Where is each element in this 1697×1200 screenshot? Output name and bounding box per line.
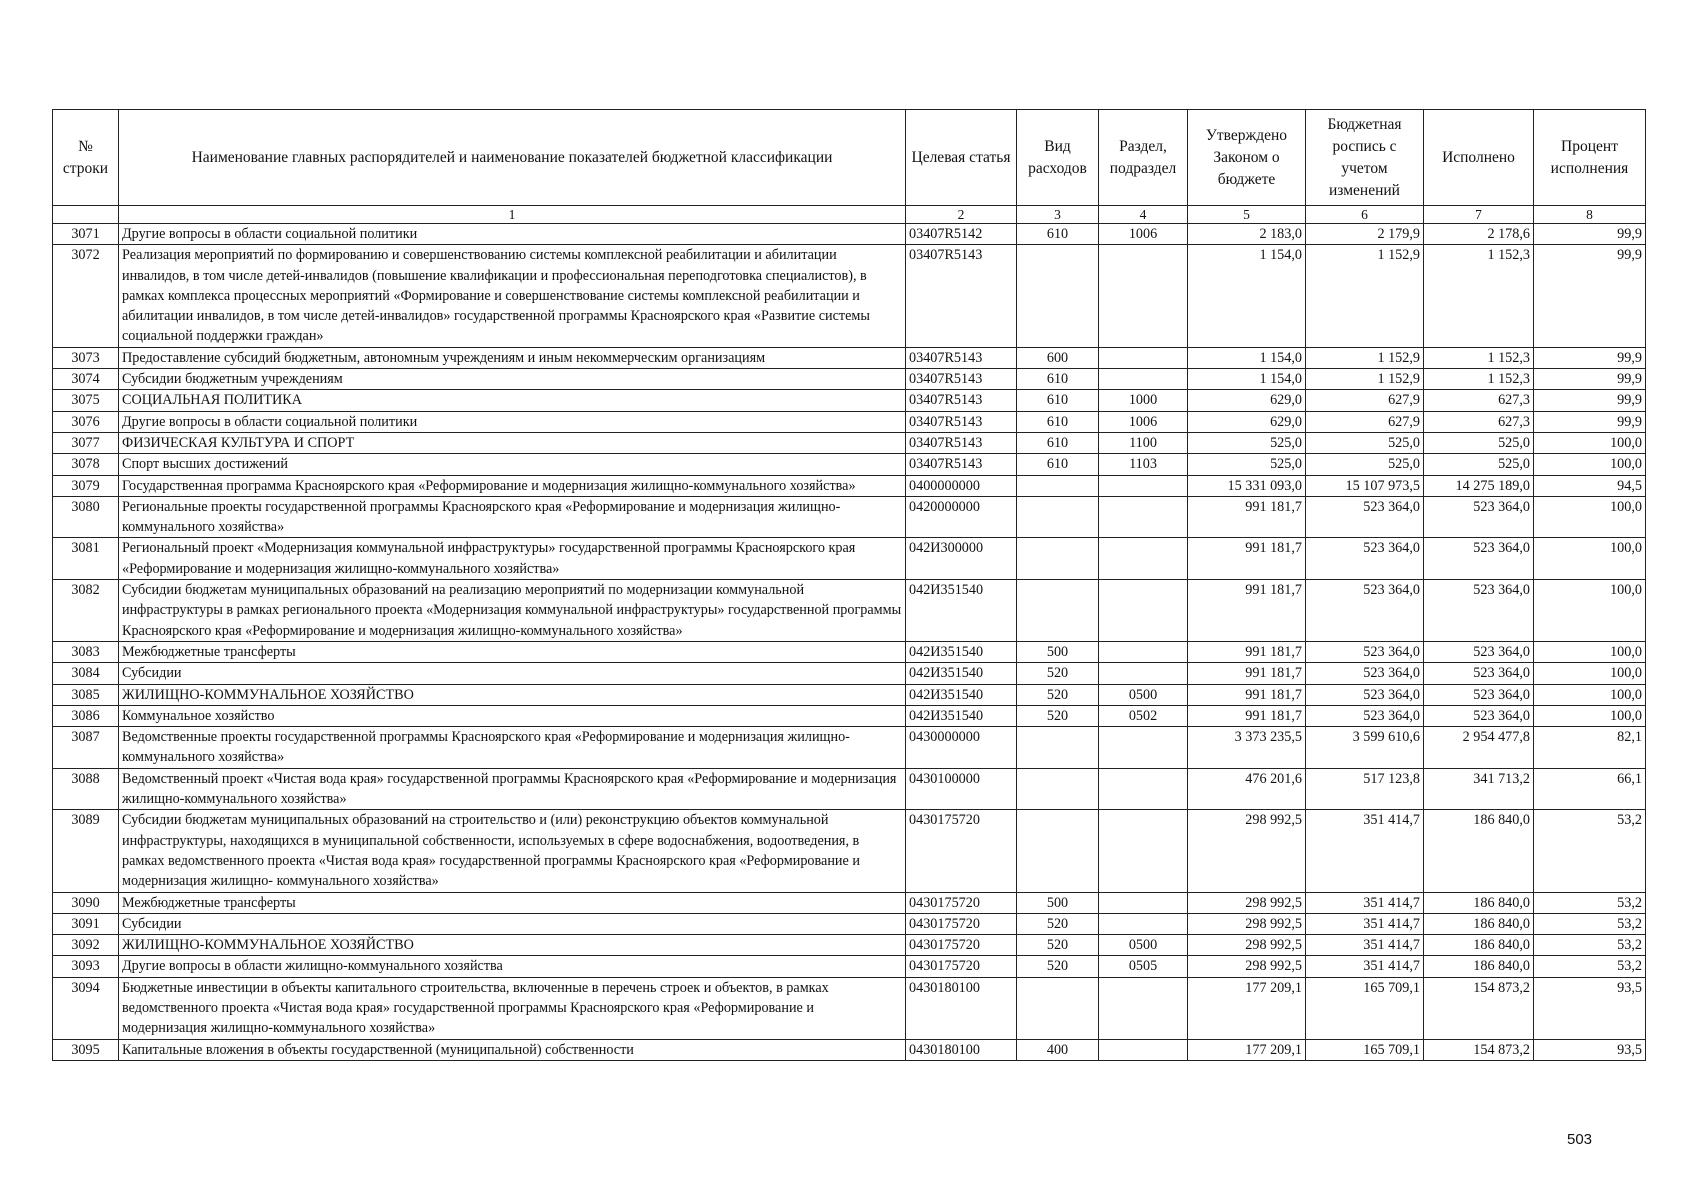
row-code: 0430000000 bbox=[906, 727, 1017, 769]
row-razdel bbox=[1099, 245, 1188, 347]
row-done: 1 152,3 bbox=[1424, 369, 1534, 390]
row-done: 525,0 bbox=[1424, 432, 1534, 453]
row-name: ЖИЛИЩНО-КОММУНАЛЬНОЕ ХОЗЯЙСТВО bbox=[119, 935, 906, 956]
colnum-blank bbox=[53, 206, 119, 224]
row-percent: 99,9 bbox=[1534, 390, 1646, 411]
header-percent: Процент исполнения bbox=[1534, 110, 1646, 206]
row-razdel bbox=[1099, 580, 1188, 642]
row-name: Другие вопросы в области социальной политики bbox=[119, 411, 906, 432]
row-budget: 165 709,1 bbox=[1306, 1039, 1424, 1060]
row-name: Предоставление субсидий бюджетным, автономным учреждениям и иным некоммерческим организациям bbox=[119, 347, 906, 368]
row-name: Субсидии bbox=[119, 663, 906, 684]
row-razdel: 0505 bbox=[1099, 956, 1188, 977]
header-name: Наименование главных распорядителей и наименование показателей бюджетной классификации bbox=[119, 110, 906, 206]
row-name: Реализация мероприятий по формированию и совершенствованию системы комплексной реабилитации и абилитации инвалидов, в том числе детей-инвалидов (повышение квалификации и профессиональная переподготовка специалистов), в рамках комплекса процессных мероприятий «Формирование и совершенствование системы комплексной реабилитации и абилитации инвалидов, в том числе детей-инвалидов» государственной программы Красноярского края «Развитие системы социальной поддержки граждан» bbox=[119, 245, 906, 347]
row-name: Субсидии bbox=[119, 913, 906, 934]
row-razdel bbox=[1099, 810, 1188, 892]
row-code: 0420000000 bbox=[906, 496, 1017, 538]
table-row bbox=[53, 245, 1646, 347]
table-row bbox=[53, 475, 1646, 496]
row-percent: 99,9 bbox=[1534, 224, 1646, 245]
row-percent: 82,1 bbox=[1534, 727, 1646, 769]
row-approved: 991 181,7 bbox=[1188, 684, 1306, 705]
row-name: Региональный проект «Модернизация коммунальной инфраструктуры» государственной программы Красноярского края «Реформирование и модернизация жилищно-коммунального хозяйства» bbox=[119, 538, 906, 580]
row-razdel: 1006 bbox=[1099, 411, 1188, 432]
row-approved: 2 183,0 bbox=[1188, 224, 1306, 245]
row-vid: 610 bbox=[1017, 224, 1099, 245]
row-razdel: 0500 bbox=[1099, 935, 1188, 956]
row-code: 03407R5143 bbox=[906, 432, 1017, 453]
table-row bbox=[53, 224, 1646, 245]
row-razdel bbox=[1099, 892, 1188, 913]
row-code: 0400000000 bbox=[906, 475, 1017, 496]
row-vid: 500 bbox=[1017, 892, 1099, 913]
table-row bbox=[53, 705, 1646, 726]
row-number: 3088 bbox=[53, 768, 119, 810]
row-number: 3082 bbox=[53, 580, 119, 642]
row-budget: 627,9 bbox=[1306, 390, 1424, 411]
row-number: 3093 bbox=[53, 956, 119, 977]
row-percent: 100,0 bbox=[1534, 705, 1646, 726]
row-vid bbox=[1017, 810, 1099, 892]
row-budget: 351 414,7 bbox=[1306, 892, 1424, 913]
row-vid: 400 bbox=[1017, 1039, 1099, 1060]
row-name: ФИЗИЧЕСКАЯ КУЛЬТУРА И СПОРТ bbox=[119, 432, 906, 453]
header-code: Целевая статья bbox=[906, 110, 1017, 206]
row-approved: 991 181,7 bbox=[1188, 580, 1306, 642]
row-percent: 100,0 bbox=[1534, 663, 1646, 684]
row-name: Региональные проекты государственной программы Красноярского края «Реформирование и модернизация жилищно-коммунального хозяйства» bbox=[119, 496, 906, 538]
row-budget: 351 414,7 bbox=[1306, 810, 1424, 892]
row-code: 0430180100 bbox=[906, 1039, 1017, 1060]
row-approved: 177 209,1 bbox=[1188, 977, 1306, 1039]
row-number: 3078 bbox=[53, 454, 119, 475]
row-percent: 53,2 bbox=[1534, 810, 1646, 892]
row-name: Межбюджетные трансферты bbox=[119, 892, 906, 913]
table-row bbox=[53, 347, 1646, 368]
row-razdel bbox=[1099, 727, 1188, 769]
row-razdel bbox=[1099, 913, 1188, 934]
row-approved: 991 181,7 bbox=[1188, 663, 1306, 684]
table-row bbox=[53, 892, 1646, 913]
header-vid: Вид расходов bbox=[1017, 110, 1099, 206]
row-approved: 525,0 bbox=[1188, 454, 1306, 475]
row-done: 627,3 bbox=[1424, 390, 1534, 411]
row-done: 186 840,0 bbox=[1424, 935, 1534, 956]
row-name: Коммунальное хозяйство bbox=[119, 705, 906, 726]
row-approved: 991 181,7 bbox=[1188, 705, 1306, 726]
table-row bbox=[53, 727, 1646, 769]
row-number: 3071 bbox=[53, 224, 119, 245]
column-number-row bbox=[53, 206, 1646, 224]
row-razdel: 1006 bbox=[1099, 224, 1188, 245]
row-vid: 500 bbox=[1017, 641, 1099, 662]
row-approved: 298 992,5 bbox=[1188, 892, 1306, 913]
row-done: 341 713,2 bbox=[1424, 768, 1534, 810]
row-budget: 523 364,0 bbox=[1306, 580, 1424, 642]
row-percent: 100,0 bbox=[1534, 496, 1646, 538]
row-done: 523 364,0 bbox=[1424, 684, 1534, 705]
row-number: 3080 bbox=[53, 496, 119, 538]
row-done: 523 364,0 bbox=[1424, 580, 1534, 642]
row-code: 042И351540 bbox=[906, 580, 1017, 642]
row-approved: 1 154,0 bbox=[1188, 347, 1306, 368]
row-budget: 517 123,8 bbox=[1306, 768, 1424, 810]
row-vid: 520 bbox=[1017, 684, 1099, 705]
row-percent: 99,9 bbox=[1534, 411, 1646, 432]
row-name: Другие вопросы в области жилищно-коммунального хозяйства bbox=[119, 956, 906, 977]
page-number: 503 bbox=[1567, 1131, 1593, 1148]
row-done: 186 840,0 bbox=[1424, 810, 1534, 892]
row-percent: 100,0 bbox=[1534, 580, 1646, 642]
row-percent: 93,5 bbox=[1534, 1039, 1646, 1060]
row-approved: 1 154,0 bbox=[1188, 369, 1306, 390]
row-budget: 351 414,7 bbox=[1306, 956, 1424, 977]
row-budget: 523 364,0 bbox=[1306, 663, 1424, 684]
row-budget: 523 364,0 bbox=[1306, 684, 1424, 705]
row-name: Спорт высших достижений bbox=[119, 454, 906, 475]
row-vid: 520 bbox=[1017, 705, 1099, 726]
row-vid: 610 bbox=[1017, 369, 1099, 390]
row-done: 2 178,6 bbox=[1424, 224, 1534, 245]
table-row bbox=[53, 768, 1646, 810]
header-no: № строки bbox=[53, 110, 119, 206]
row-done: 525,0 bbox=[1424, 454, 1534, 475]
row-budget: 351 414,7 bbox=[1306, 935, 1424, 956]
row-approved: 629,0 bbox=[1188, 411, 1306, 432]
colnum-6: 6 bbox=[1306, 206, 1424, 224]
row-done: 523 364,0 bbox=[1424, 496, 1534, 538]
row-name: Капитальные вложения в объекты государственной (муниципальной) собственности bbox=[119, 1039, 906, 1060]
row-vid: 520 bbox=[1017, 935, 1099, 956]
row-number: 3079 bbox=[53, 475, 119, 496]
row-done: 523 364,0 bbox=[1424, 663, 1534, 684]
table-row bbox=[53, 810, 1646, 892]
row-name: Другие вопросы в области социальной политики bbox=[119, 224, 906, 245]
row-code: 042И351540 bbox=[906, 684, 1017, 705]
row-done: 523 364,0 bbox=[1424, 538, 1534, 580]
row-approved: 991 181,7 bbox=[1188, 496, 1306, 538]
row-percent: 100,0 bbox=[1534, 454, 1646, 475]
row-razdel bbox=[1099, 496, 1188, 538]
row-name: Субсидии бюджетам муниципальных образований на реализацию мероприятий по модернизации коммунальной инфраструктуры в рамках регионального проекта «Модернизация коммунальной инфраструктуры» государственной программы Красноярского края «Реформирование и модернизация жилищно-коммунального хозяйства» bbox=[119, 580, 906, 642]
header-razdel: Раздел, подраздел bbox=[1099, 110, 1188, 206]
row-vid: 600 bbox=[1017, 347, 1099, 368]
row-number: 3073 bbox=[53, 347, 119, 368]
row-vid bbox=[1017, 977, 1099, 1039]
colnum-2: 2 bbox=[906, 206, 1017, 224]
row-name: Субсидии бюджетам муниципальных образований на строительство и (или) реконструкцию объектов коммунальной инфраструктуры, находящихся в муниципальной собственности, используемых в сфере водоснабжения, водоотведения, в рамках ведомственного проекта «Чистая вода края» государственной программы Красноярского края «Реформирование и модернизация жилищно- коммунального хозяйства» bbox=[119, 810, 906, 892]
row-vid: 520 bbox=[1017, 913, 1099, 934]
colnum-1: 1 bbox=[119, 206, 906, 224]
table-row bbox=[53, 432, 1646, 453]
table-row bbox=[53, 663, 1646, 684]
row-budget: 525,0 bbox=[1306, 454, 1424, 475]
row-vid bbox=[1017, 580, 1099, 642]
row-approved: 298 992,5 bbox=[1188, 935, 1306, 956]
row-code: 042И351540 bbox=[906, 663, 1017, 684]
row-vid bbox=[1017, 727, 1099, 769]
row-razdel bbox=[1099, 768, 1188, 810]
row-percent: 100,0 bbox=[1534, 641, 1646, 662]
row-razdel: 0500 bbox=[1099, 684, 1188, 705]
table-row bbox=[53, 411, 1646, 432]
row-code: 03407R5143 bbox=[906, 454, 1017, 475]
row-razdel bbox=[1099, 977, 1188, 1039]
row-done: 523 364,0 bbox=[1424, 641, 1534, 662]
table-row bbox=[53, 538, 1646, 580]
row-number: 3084 bbox=[53, 663, 119, 684]
row-done: 186 840,0 bbox=[1424, 892, 1534, 913]
row-budget: 1 152,9 bbox=[1306, 369, 1424, 390]
row-razdel bbox=[1099, 663, 1188, 684]
table-body bbox=[53, 224, 1646, 1061]
table-row bbox=[53, 641, 1646, 662]
row-done: 627,3 bbox=[1424, 411, 1534, 432]
table-row bbox=[53, 390, 1646, 411]
row-budget: 627,9 bbox=[1306, 411, 1424, 432]
row-budget: 523 364,0 bbox=[1306, 705, 1424, 726]
row-number: 3075 bbox=[53, 390, 119, 411]
row-vid bbox=[1017, 538, 1099, 580]
row-done: 186 840,0 bbox=[1424, 913, 1534, 934]
row-code: 0430175720 bbox=[906, 935, 1017, 956]
colnum-7: 7 bbox=[1424, 206, 1534, 224]
row-percent: 100,0 bbox=[1534, 432, 1646, 453]
row-number: 3087 bbox=[53, 727, 119, 769]
row-percent: 53,2 bbox=[1534, 892, 1646, 913]
row-done: 154 873,2 bbox=[1424, 977, 1534, 1039]
row-name: Субсидии бюджетным учреждениям bbox=[119, 369, 906, 390]
row-number: 3077 bbox=[53, 432, 119, 453]
row-budget: 1 152,9 bbox=[1306, 245, 1424, 347]
row-number: 3092 bbox=[53, 935, 119, 956]
row-percent: 100,0 bbox=[1534, 684, 1646, 705]
header-row bbox=[53, 110, 1646, 206]
row-percent: 94,5 bbox=[1534, 475, 1646, 496]
row-razdel bbox=[1099, 641, 1188, 662]
colnum-8: 8 bbox=[1534, 206, 1646, 224]
row-approved: 476 201,6 bbox=[1188, 768, 1306, 810]
row-number: 3090 bbox=[53, 892, 119, 913]
row-number: 3089 bbox=[53, 810, 119, 892]
row-number: 3076 bbox=[53, 411, 119, 432]
row-vid: 610 bbox=[1017, 432, 1099, 453]
row-vid: 520 bbox=[1017, 663, 1099, 684]
row-razdel: 0502 bbox=[1099, 705, 1188, 726]
table-row bbox=[53, 935, 1646, 956]
colnum-5: 5 bbox=[1188, 206, 1306, 224]
row-number: 3072 bbox=[53, 245, 119, 347]
table-row bbox=[53, 956, 1646, 977]
row-percent: 53,2 bbox=[1534, 935, 1646, 956]
row-percent: 99,9 bbox=[1534, 369, 1646, 390]
row-approved: 298 992,5 bbox=[1188, 913, 1306, 934]
row-code: 03407R5142 bbox=[906, 224, 1017, 245]
row-vid bbox=[1017, 475, 1099, 496]
row-approved: 177 209,1 bbox=[1188, 1039, 1306, 1060]
row-code: 0430100000 bbox=[906, 768, 1017, 810]
table-row bbox=[53, 913, 1646, 934]
header-budget: Бюджетная роспись с учетом изменений bbox=[1306, 110, 1424, 206]
row-code: 042И300000 bbox=[906, 538, 1017, 580]
row-budget: 523 364,0 bbox=[1306, 538, 1424, 580]
row-razdel bbox=[1099, 538, 1188, 580]
header-done: Исполнено bbox=[1424, 110, 1534, 206]
row-approved: 629,0 bbox=[1188, 390, 1306, 411]
row-vid bbox=[1017, 245, 1099, 347]
row-code: 0430175720 bbox=[906, 810, 1017, 892]
row-name: Межбюджетные трансферты bbox=[119, 641, 906, 662]
row-done: 186 840,0 bbox=[1424, 956, 1534, 977]
row-razdel bbox=[1099, 369, 1188, 390]
row-name: Ведомственные проекты государственной программы Красноярского края «Реформирование и модернизация жилищно-коммунального хозяйства» bbox=[119, 727, 906, 769]
row-budget: 525,0 bbox=[1306, 432, 1424, 453]
row-number: 3094 bbox=[53, 977, 119, 1039]
row-vid: 610 bbox=[1017, 454, 1099, 475]
row-name: Ведомственный проект «Чистая вода края» государственной программы Красноярского края «Реформирование и модернизация жилищно-коммунального хозяйства» bbox=[119, 768, 906, 810]
row-code: 03407R5143 bbox=[906, 411, 1017, 432]
row-number: 3086 bbox=[53, 705, 119, 726]
row-name: ЖИЛИЩНО-КОММУНАЛЬНОЕ ХОЗЯЙСТВО bbox=[119, 684, 906, 705]
table-row bbox=[53, 454, 1646, 475]
row-code: 0430175720 bbox=[906, 956, 1017, 977]
row-code: 03407R5143 bbox=[906, 390, 1017, 411]
row-razdel: 1100 bbox=[1099, 432, 1188, 453]
colnum-4: 4 bbox=[1099, 206, 1188, 224]
header-approved: Утверждено Законом о бюджете bbox=[1188, 110, 1306, 206]
row-percent: 53,2 bbox=[1534, 913, 1646, 934]
row-number: 3074 bbox=[53, 369, 119, 390]
row-approved: 3 373 235,5 bbox=[1188, 727, 1306, 769]
table-row bbox=[53, 369, 1646, 390]
row-number: 3081 bbox=[53, 538, 119, 580]
table-row bbox=[53, 1039, 1646, 1060]
row-name: Государственная программа Красноярского края «Реформирование и модернизация жилищно-коммунального хозяйства» bbox=[119, 475, 906, 496]
row-vid bbox=[1017, 496, 1099, 538]
row-razdel bbox=[1099, 1039, 1188, 1060]
row-percent: 100,0 bbox=[1534, 538, 1646, 580]
row-code: 042И351540 bbox=[906, 705, 1017, 726]
row-percent: 66,1 bbox=[1534, 768, 1646, 810]
colnum-3: 3 bbox=[1017, 206, 1099, 224]
row-code: 0430175720 bbox=[906, 913, 1017, 934]
row-number: 3085 bbox=[53, 684, 119, 705]
row-number: 3091 bbox=[53, 913, 119, 934]
row-code: 0430180100 bbox=[906, 977, 1017, 1039]
row-done: 1 152,3 bbox=[1424, 245, 1534, 347]
row-done: 523 364,0 bbox=[1424, 705, 1534, 726]
row-approved: 991 181,7 bbox=[1188, 641, 1306, 662]
row-code: 03407R5143 bbox=[906, 369, 1017, 390]
row-approved: 298 992,5 bbox=[1188, 810, 1306, 892]
row-budget: 15 107 973,5 bbox=[1306, 475, 1424, 496]
row-budget: 165 709,1 bbox=[1306, 977, 1424, 1039]
row-done: 154 873,2 bbox=[1424, 1039, 1534, 1060]
row-done: 14 275 189,0 bbox=[1424, 475, 1534, 496]
row-approved: 15 331 093,0 bbox=[1188, 475, 1306, 496]
budget-table bbox=[52, 109, 1646, 1061]
row-vid bbox=[1017, 768, 1099, 810]
row-razdel bbox=[1099, 347, 1188, 368]
row-done: 1 152,3 bbox=[1424, 347, 1534, 368]
row-code: 042И351540 bbox=[906, 641, 1017, 662]
row-percent: 99,9 bbox=[1534, 347, 1646, 368]
row-approved: 991 181,7 bbox=[1188, 538, 1306, 580]
row-razdel bbox=[1099, 475, 1188, 496]
row-number: 3083 bbox=[53, 641, 119, 662]
table-row bbox=[53, 580, 1646, 642]
table-row bbox=[53, 496, 1646, 538]
row-vid: 610 bbox=[1017, 411, 1099, 432]
row-budget: 351 414,7 bbox=[1306, 913, 1424, 934]
row-vid: 520 bbox=[1017, 956, 1099, 977]
row-done: 2 954 477,8 bbox=[1424, 727, 1534, 769]
row-budget: 523 364,0 bbox=[1306, 641, 1424, 662]
row-budget: 3 599 610,6 bbox=[1306, 727, 1424, 769]
row-budget: 1 152,9 bbox=[1306, 347, 1424, 368]
row-approved: 525,0 bbox=[1188, 432, 1306, 453]
row-code: 03407R5143 bbox=[906, 245, 1017, 347]
row-razdel: 1000 bbox=[1099, 390, 1188, 411]
row-name: Бюджетные инвестиции в объекты капитального строительства, включенные в перечень строек и объектов, в рамках ведомственного проекта «Чистая вода края» государственной программы Красноярского края «Реформирование и модернизация жилищно-коммунального хозяйства» bbox=[119, 977, 906, 1039]
row-percent: 99,9 bbox=[1534, 245, 1646, 347]
row-razdel: 1103 bbox=[1099, 454, 1188, 475]
row-code: 03407R5143 bbox=[906, 347, 1017, 368]
row-number: 3095 bbox=[53, 1039, 119, 1060]
row-budget: 523 364,0 bbox=[1306, 496, 1424, 538]
table-row bbox=[53, 977, 1646, 1039]
row-vid: 610 bbox=[1017, 390, 1099, 411]
row-budget: 2 179,9 bbox=[1306, 224, 1424, 245]
row-approved: 298 992,5 bbox=[1188, 956, 1306, 977]
row-percent: 93,5 bbox=[1534, 977, 1646, 1039]
row-percent: 53,2 bbox=[1534, 956, 1646, 977]
row-name: СОЦИАЛЬНАЯ ПОЛИТИКА bbox=[119, 390, 906, 411]
row-code: 0430175720 bbox=[906, 892, 1017, 913]
row-approved: 1 154,0 bbox=[1188, 245, 1306, 347]
table-row bbox=[53, 684, 1646, 705]
